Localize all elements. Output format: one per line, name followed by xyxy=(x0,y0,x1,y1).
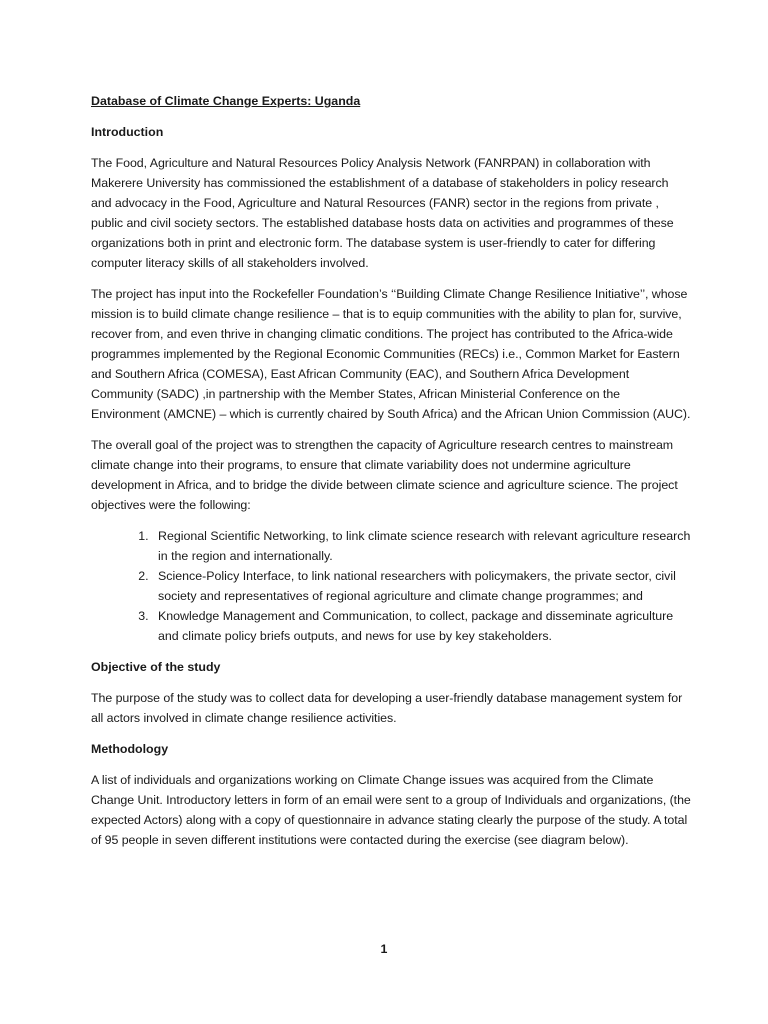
objective-item: 1. Regional Scientific Networking, to link climate science research with relevant agriculture research in the region and internationally. xyxy=(152,526,691,566)
intro-paragraph-1: The Food, Agriculture and Natural Resources Policy Analysis Network (FANRPAN) in collaboration with Makerere University has commissioned the establishment of a database of stakeholders in policy research and advocacy in the Food, Agriculture and Natural Resources (FANR) sector in the regions from private , public and civil society sectors. The established database hosts data on activities and programmes of these organizations both in print and electronic form. The database system is user-friendly to cater for differing computer literacy skills of all stakeholders involved. xyxy=(91,156,674,270)
objective-paragraph: The purpose of the study was to collect data for developing a user-friendly database management system for all actors involved in climate change resilience activities. xyxy=(91,691,683,725)
objective-item: 2. Science-Policy Interface, to link national researchers with policymakers, the private sector, civil society and representatives of regional agriculture and climate change programmes; and xyxy=(152,566,691,606)
methodology-paragraph: A list of individuals and organizations working on Climate Change issues was acquired from the Climate Change Unit. Introductory letters in form of an email were sent to a group of Individuals and organizations, (the expected Actors) along with a copy of questionnaire in advance stating clearly the purpose of the study. A total of 95 people in seven different institutions were contacted during the exercise (see diagram below). xyxy=(91,773,691,847)
document-page xyxy=(91,91,691,861)
objective-heading: Objective of the study xyxy=(91,660,221,674)
intro-paragraph-3: The overall goal of the project was to strengthen the capacity of Agriculture research centres to mainstream climate change into their programs, to ensure that climate variability does not undermine agriculture development in Africa, and to bridge the divide between climate science and agriculture science. The project objectives were the following: xyxy=(91,438,678,512)
page-number: 1 xyxy=(380,942,388,956)
document-title: Database of Climate Change Experts: Uganda xyxy=(91,94,361,108)
objective-item: 3. Knowledge Management and Communication, to collect, package and disseminate agriculture and climate policy briefs outputs, and news for use by key stakeholders. xyxy=(152,606,691,646)
methodology-heading: Methodology xyxy=(91,742,169,756)
introduction-heading: Introduction xyxy=(91,125,164,139)
objectives-list xyxy=(91,526,691,646)
intro-paragraph-2: The project has input into the Rockefeller Foundation’s ‘‘Building Climate Change Resilience Initiative’’, whose mission is to build climate change resilience – that is to equip communities with the ability to plan for, survive, recover from, and even thrive in changing climatic conditions. The project has contributed to the Africa-wide programmes implemented by the Regional Economic Communities (RECs) i.e., Common Market for Eastern and Southern Africa (COMESA), East African Community (EAC), and Southern Africa Development Community (SADC) ,in partnership with the Member States, African Ministerial Conference on the Environment (AMCNE) – which is currently chaired by South Africa) and the African Union Commission (AUC). xyxy=(91,287,691,421)
